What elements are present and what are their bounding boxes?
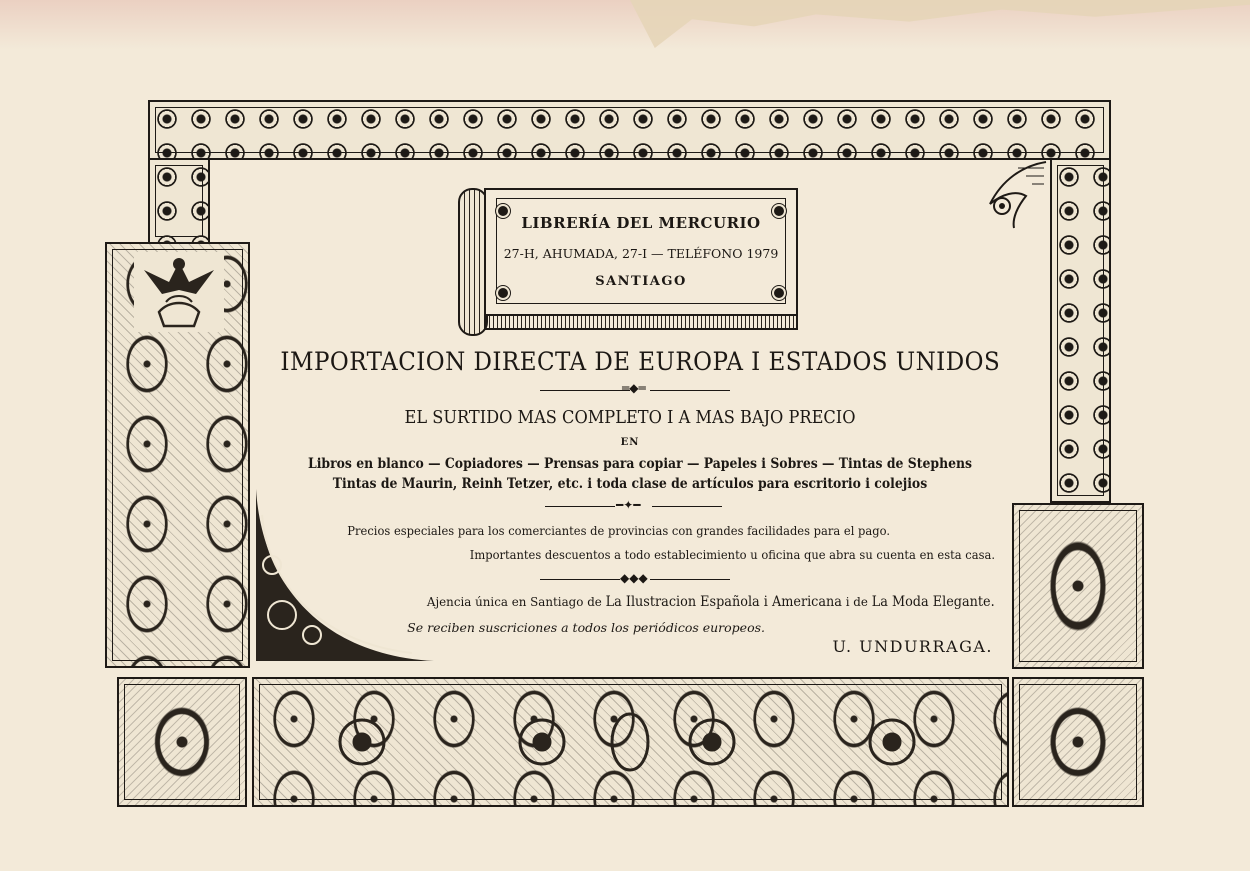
divider-line [650,579,730,580]
agency-joiner: i de [845,594,869,609]
divider-flourish-icon: ═◆═ [622,381,646,395]
corner-fan-ornament [252,485,437,665]
top-rosette-band [148,100,1111,160]
divider-flourish-icon: ━✦━ [616,498,641,512]
signature: U. UNDURRAGA. [832,637,993,656]
agency-publication-2: La Moda Elegante. [871,594,995,610]
corner-flourish-icon [982,160,1048,230]
offer-line-1: Precios especiales para los comerciantes de provincias con grandes facilidades para el pago. [347,523,890,538]
store-name: LIBRERÍA DEL MERCURIO [521,214,761,232]
products-line-2: Tintas de Maurin, Reinh Tetzer, etc. i toda clase de artículos para escritorio i colejios [332,476,928,492]
divider-line [540,579,620,580]
divider-diamonds-icon: ◆◆◆ [620,571,648,585]
right-swan-panel [1012,503,1144,669]
divider-line [652,506,722,507]
tagline: EL SURTIDO MAS COMPLETO I A MAS BAJO PRECIO [404,407,856,428]
scroll-shade [484,316,798,330]
divider-line [545,506,615,507]
agency-publication-1: La Ilustracion Española i Americana [605,594,843,610]
headline: IMPORTACION DIRECTA DE EUROPA I ESTADOS UNIDOS [280,347,1001,376]
store-city: SANTIAGO [595,274,687,289]
header-scroll-banner [458,188,798,336]
products-line-1: Libros en blanco — Copiadores — Prensas para copiar — Papeles i Sobres — Tintas de Stephens [307,456,973,472]
divider-line [650,390,730,391]
agency-prefix: Ajencia única en Santiago de [427,594,603,609]
agency-line [250,594,995,610]
left-rosette-stem [148,158,210,244]
store-address: 27-H, AHUMADA, 27-I — TELÉFONO 1979 [503,246,779,261]
right-crest-panel [1012,677,1144,807]
divider-line [540,390,630,391]
subscriptions-note: Se reciben suscriciones a todos los periódicos europeos. [407,620,765,635]
phoenix-icon [134,252,224,332]
connector-word: EN [620,437,640,448]
frieze-rosettes [252,677,1009,807]
offer-line-2: Importantes descuentos a todo establecimiento u oficina que abra su cuenta en esta casa. [469,547,995,562]
right-rosette-band [1050,158,1111,503]
left-crest-panel [117,677,247,807]
